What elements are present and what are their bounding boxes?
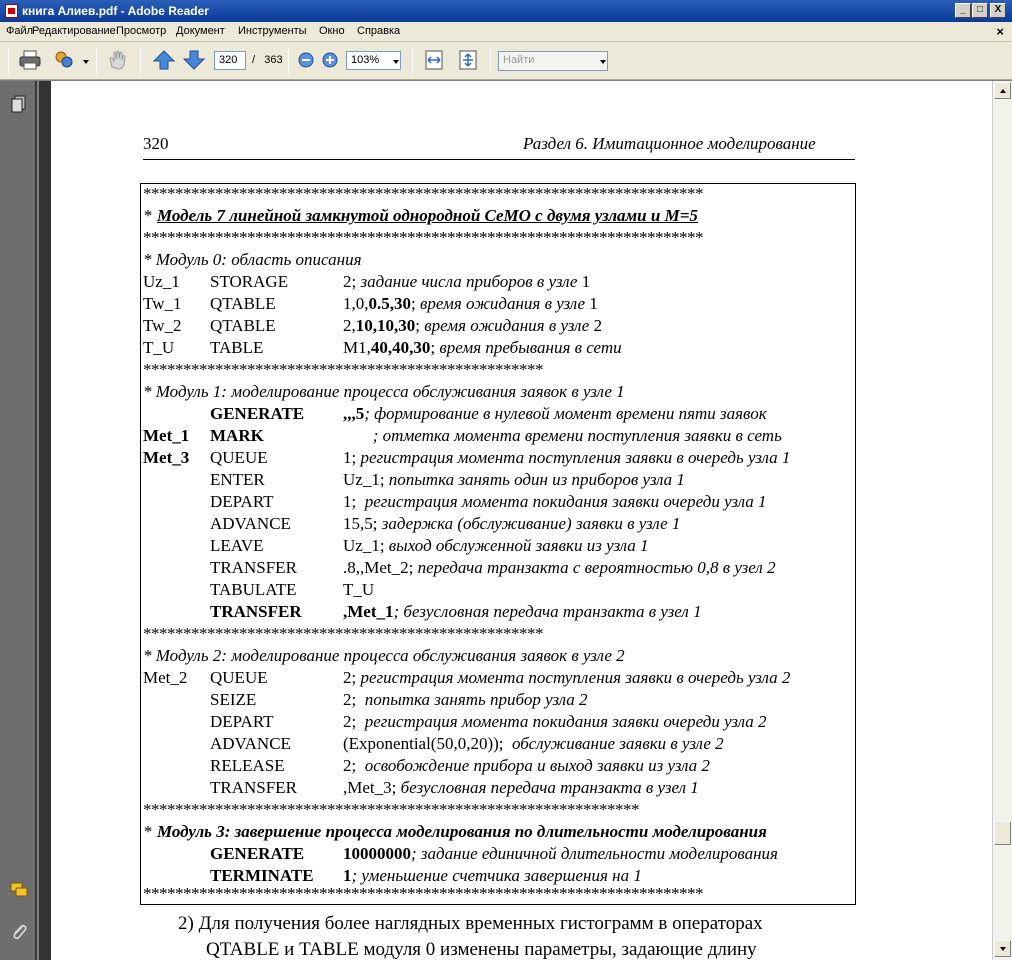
menu-view[interactable]: Просмотр [116,25,167,37]
row-operator: ENTER [210,470,265,489]
comment: регистрация момента поступления заявки в очередь узла 2 [360,668,791,687]
stars-line: ********************************************************************** [143,228,703,247]
row-operands [343,536,649,556]
maximize-button[interactable]: □ [972,3,988,18]
toolbar-grip [8,48,9,74]
row-operands [343,844,778,864]
row-operator: QTABLE [210,294,276,313]
row-operands [343,558,776,578]
page-header-title: Раздел 6. Имитационное моделирование [523,134,816,153]
row-label: T_U [143,338,175,357]
operand: 10000000 [343,844,411,863]
menu-bar [0,22,1012,42]
comment: ; формирование в нулевой момент времени пяти заявок [364,404,767,423]
comments-icon[interactable] [10,881,28,899]
operand: ,Met_1 [343,602,394,621]
operand: (Exponential(50,0,20)); [343,734,513,753]
row-operator: QUEUE [210,668,268,687]
row-operator: TRANSFER [210,778,297,797]
row-operands [343,316,602,336]
stars-line: ********************************************************************** [143,884,703,903]
page-separator: / [252,54,256,66]
comment: ; отметка момента времени поступления заявки в сеть [343,426,782,445]
pdf-page [51,81,992,960]
operand: M1, [343,338,371,357]
row-operands [343,712,767,732]
row-label: Met_1 [143,426,190,445]
page-header-number: 320 [143,134,169,153]
row-operands [343,514,680,534]
zoom-dropdown-icon[interactable] [393,60,399,64]
zoom-out-icon[interactable] [294,49,318,71]
row-operands [343,668,790,688]
previous-page-icon[interactable] [152,49,176,71]
pages-icon[interactable] [10,95,28,113]
scroll-up-button[interactable] [994,82,1011,99]
row-operands [343,778,699,798]
row-operator: SEIZE [210,690,257,709]
vertical-scrollbar[interactable] [992,81,1012,960]
operand: Uz_1; [343,470,389,489]
comment: ; уменьшение счетчика завершения на 1 [351,866,642,885]
paragraph-line: 2) Для получения более наглядных временных гистограмм в операторах [178,913,763,934]
fit-page-icon[interactable] [456,49,480,71]
document-view[interactable] [39,81,992,960]
operand: T_U [343,580,375,599]
operand: ,,,5 [343,404,365,423]
title-bar [0,0,1012,22]
module-3-star: * [143,822,152,841]
row-operator: QTABLE [210,316,276,335]
row-label: Tw_2 [143,316,182,335]
page-total: 363 [264,54,283,66]
model-title-star: * [143,206,152,225]
comment: задержка (обслуживание) заявки в узле 1 [381,514,681,533]
close-button[interactable]: X [990,3,1006,18]
operand: 2; [343,712,365,731]
row-operator: ADVANCE [210,514,291,533]
comment: время пребывания в сети [439,338,622,357]
hand-tool-icon[interactable] [106,49,130,71]
row-operator: GENERATE [210,844,305,863]
row-operands [343,690,588,710]
operand: 2, [343,316,356,335]
arrow-up-icon [1000,89,1006,93]
row-operands [343,580,374,600]
module-2-heading: * Модуль 2: моделирование процесса обслуживания заявок в узле 2 [143,646,625,665]
navigation-panel [0,81,37,960]
zoom-in-icon[interactable] [318,49,342,71]
search-input[interactable]: Найти [498,51,608,71]
row-operands [343,338,622,358]
comment: попытка занять один из приборов узла 1 [388,470,685,489]
row-operands [343,448,790,468]
scroll-down-button[interactable] [994,940,1011,957]
comment: ; задание единичной длительности моделирования [411,844,778,863]
zoom-level-select[interactable]: 103% [346,51,401,70]
row-operator: TERMINATE [210,866,314,885]
row-operands [343,272,590,292]
stars-line: ************************************************************** [143,800,639,819]
module-3-text: Модуль 3: завершение процесса моделирования по длительности моделирования [157,822,767,841]
row-operator: ADVANCE [210,734,291,753]
operand: 2; [343,756,365,775]
pdf-icon [5,4,18,18]
toolbar [0,42,1012,80]
row-operator: QUEUE [210,448,268,467]
comment-tail: 2 [589,316,603,335]
page-count [252,54,283,66]
window-title: книга Алиев.pdf - Adobe Reader [22,4,209,18]
document-close-icon[interactable]: × [996,24,1004,39]
page-number-input[interactable]: 320 [214,51,246,70]
operand-sep: ; [430,338,440,357]
operand: 2; [343,272,361,291]
row-operator: MARK [210,426,264,445]
row-label: Met_3 [143,448,190,467]
comment: ; безусловная передача транзакта в узел 1 [393,602,702,621]
next-page-icon[interactable] [182,49,206,71]
comment: регистрация момента поступления заявки в очередь узла 1 [360,448,791,467]
operand: 1; [343,492,365,511]
row-operator: GENERATE [210,404,305,423]
operand: Uz_1; [343,536,389,555]
module-0-heading: * Модуль 0: область описания [143,250,362,269]
row-operands [343,492,767,512]
module-1-heading: * Модуль 1: моделирование процесса обслуживания заявок в узле 1 [143,382,625,401]
row-operands [343,866,642,886]
comment: выход обслуженной заявки из узла 1 [388,536,649,555]
comment: освобождение прибора и выход заявки из узла 2 [364,756,710,775]
menu-help[interactable]: Справка [357,25,401,37]
operand-bold: 40,40,30 [370,338,431,357]
comment: безусловная передача транзакта в узел 1 [400,778,699,797]
code-listing [140,183,856,905]
toolbar-separator [412,48,413,74]
operand: ,Met_3; [343,778,401,797]
row-operator: STORAGE [210,272,289,291]
model-title-text: Модель 7 линейной замкнутой однородной СеМО с двумя узлами и М=5 [157,206,698,225]
row-operands [343,602,702,622]
row-operator: TRANSFER [210,602,302,621]
row-operator: TABLE [210,338,264,357]
comment: регистрация момента покидания заявки очереди узла 2 [364,712,767,731]
arrow-down-icon [1000,947,1006,951]
comment-tail: 1 [585,294,598,313]
row-operator: TRANSFER [210,558,297,577]
row-operands [343,470,685,490]
row-operands [343,734,724,754]
stars-line: ********************************************************************** [143,184,703,203]
operand-bold: 0.5,30 [368,294,411,313]
operand: 1 [343,866,352,885]
operand: 1; [343,448,361,467]
operand: 15,5; [343,514,382,533]
toolbar-separator [96,48,97,74]
row-label: Met_2 [143,668,188,687]
operand: .8,,Met_2; [343,558,418,577]
comment: обслуживание заявки в узле 2 [512,734,724,753]
print-icon[interactable] [18,49,42,71]
menu-document[interactable]: Документ [176,25,225,37]
row-operator: DEPART [210,712,274,731]
row-operands [343,426,782,446]
comment: регистрация момента покидания заявки очереди узла 1 [364,492,767,511]
operand: 2; [343,690,365,709]
row-operands [343,404,767,424]
search-dropdown-icon[interactable] [600,60,606,64]
stars-line: ************************************************** [143,624,543,643]
scroll-thumb[interactable] [994,821,1011,845]
comment: время ожидания в узле [419,294,586,313]
operand: 1,0, [343,294,369,313]
row-operator: DEPART [210,492,274,511]
menu-window[interactable]: Окно [319,25,345,37]
header-rule [143,159,855,160]
operand-sep: ; [411,294,420,313]
comment: задание числа приборов в узле [360,272,578,291]
comment-tail: 1 [577,272,591,291]
comment: передача транзакта с вероятностью 0,8 в узел 2 [417,558,776,577]
toolbar-separator [288,48,289,74]
collaborate-icon[interactable] [52,49,76,71]
paragraph-line: QTABLE и TABLE модуля 0 изменены параметры, задающие длину [206,939,757,960]
row-label: Tw_1 [143,294,182,313]
menu-file[interactable]: Файл [6,25,34,37]
row-label: Uz_1 [143,272,180,291]
menu-tools[interactable]: Инструменты [238,25,307,37]
toolbar-separator [140,48,141,74]
comment: попытка занять прибор узла 2 [364,690,588,709]
menu-edit[interactable]: Редактирование [32,25,116,37]
row-operands [343,294,598,314]
toolbar-separator [490,48,491,74]
operand-sep: ; [415,316,425,335]
row-operator: LEAVE [210,536,264,555]
row-operator: TABULATE [210,580,297,599]
comment: время ожидания в узле [424,316,590,335]
collaborate-dropdown-icon[interactable] [83,60,89,64]
row-operator: RELEASE [210,756,285,775]
minimize-button[interactable]: _ [955,3,971,18]
fit-width-icon[interactable] [422,49,446,71]
row-operands [343,756,710,776]
operand: 2; [343,668,361,687]
operand-bold: 10,10,30 [355,316,416,335]
attachments-icon[interactable] [10,923,28,941]
stars-line: ************************************************** [143,360,543,379]
